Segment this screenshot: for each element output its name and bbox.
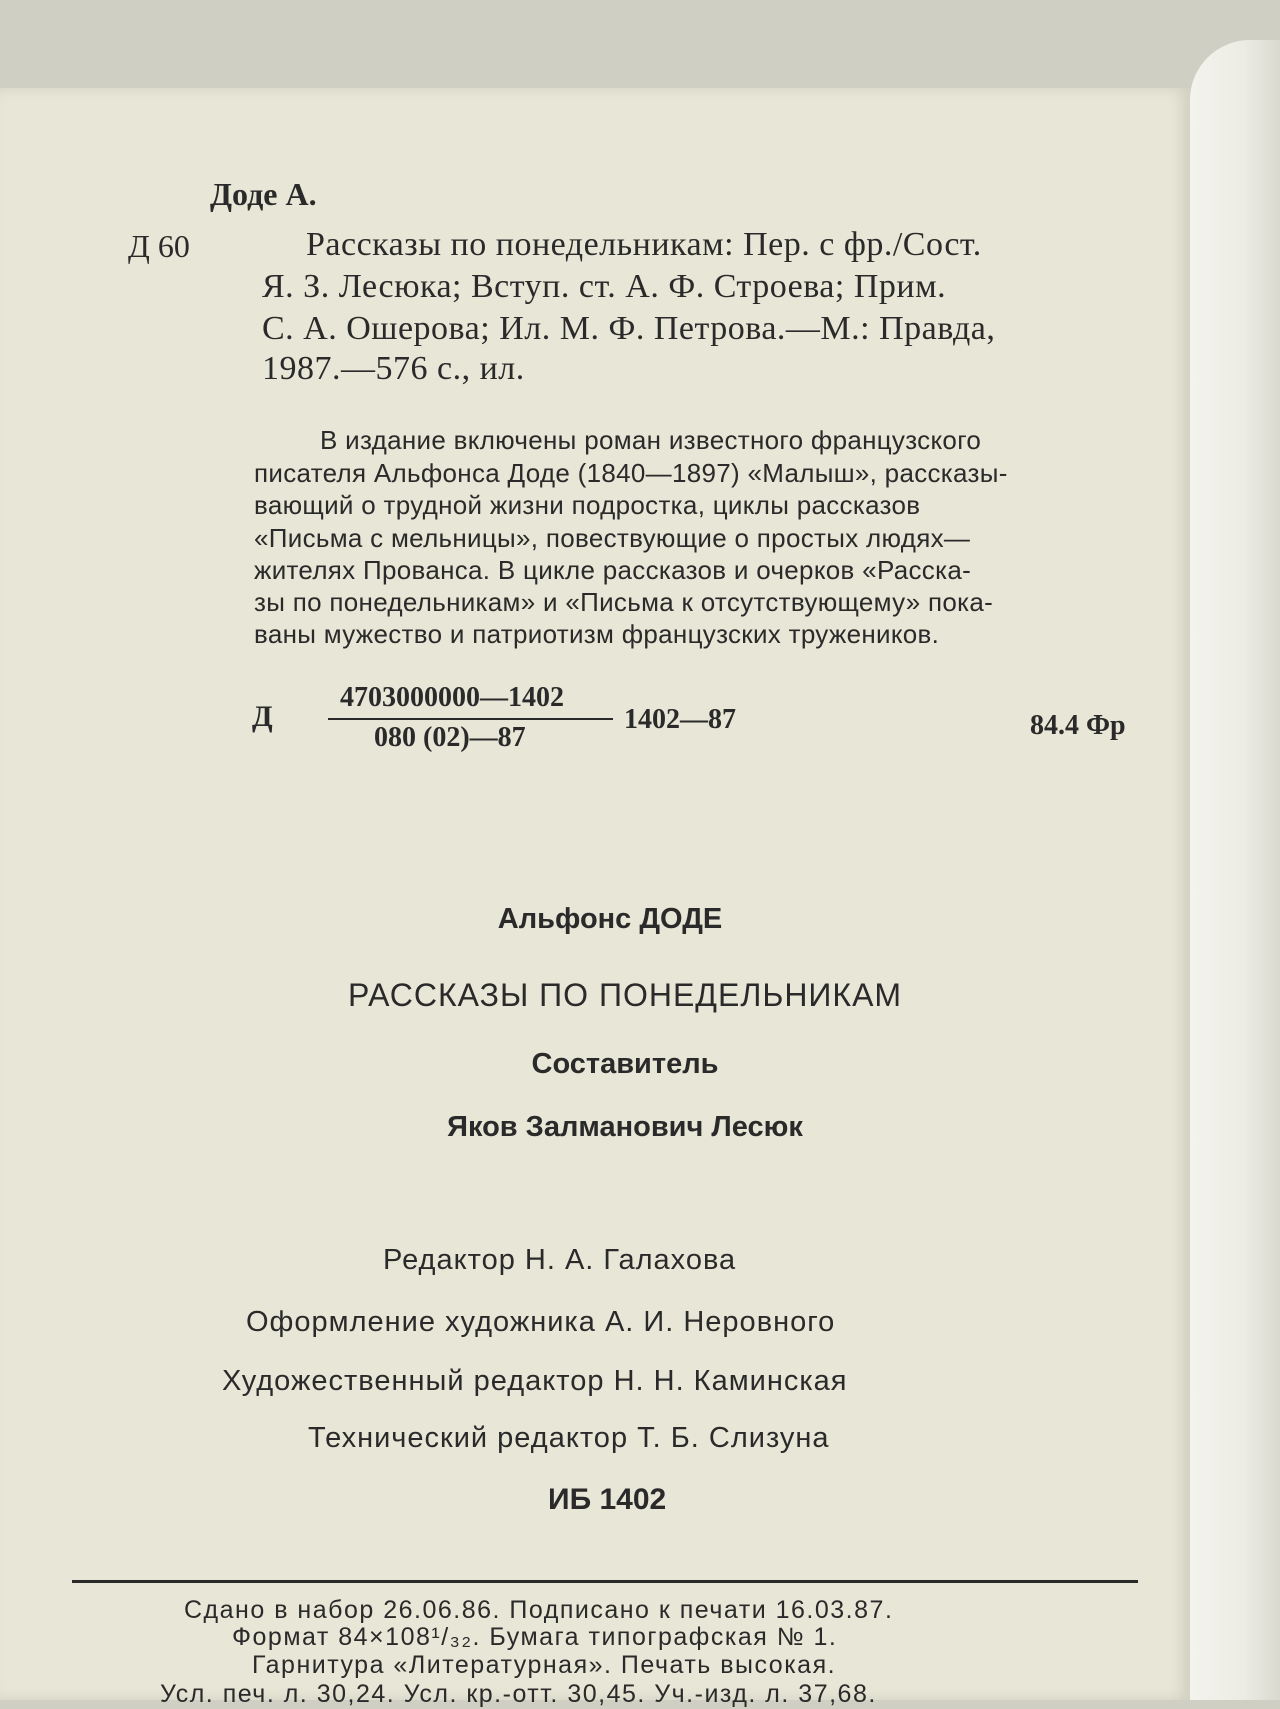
abstract-line: писателя Альфонса Доде (1840—1897) «Малыш», рассказы- (254, 458, 1008, 488)
book-title: РАССКАЗЫ ПО ПОНЕДЕЛЬНИКАМ (347, 977, 903, 1013)
fraction-bar (328, 718, 613, 720)
abstract-line: жителях Прованса. В цикле рассказов и очерков «Расска- (254, 555, 972, 585)
ib-number: ИБ 1402 (548, 1483, 667, 1516)
book-author: Альфонс ДОДЕ (497, 903, 723, 935)
catalog-author-heading: Доде А. (210, 176, 317, 212)
catalog-entry-line: Я. З. Лесюка; Вступ. ст. А. Ф. Строева; Прим. (262, 268, 947, 305)
catalog-entry-line: 1987.—576 с., ил. (262, 350, 525, 387)
index-numerator: 4703000000—1402 (340, 682, 564, 713)
abstract-line: В издание включены роман известного французского (320, 425, 982, 455)
imprint-line: Гарнитура «Литературная». Печать высокая. (252, 1651, 837, 1679)
abstract-line: зы по понедельникам» и «Письма к отсутствующему» пока- (254, 587, 994, 617)
bbk-code: 84.4 Фр (1030, 710, 1126, 741)
credit-line-tech-editor: Технический редактор Т. Б. Слизуна (308, 1422, 830, 1454)
credit-line-art-editor: Художественный редактор Н. Н. Каминская (222, 1365, 848, 1397)
abstract-line: ваны мужество и патриотизм французских тружеников. (254, 619, 940, 649)
divider-rule (72, 1580, 1138, 1583)
credit-line-editor: Редактор Н. А. Галахова (383, 1244, 737, 1276)
catalog-code: Д 60 (128, 228, 190, 264)
imprint-line: Формат 84×108¹/₃₂. Бумага типографская № 1. (232, 1623, 838, 1651)
abstract-line: «Письма с мельницы», повествующие о простых людях— (254, 523, 971, 553)
credit-line-design: Оформление художника А. И. Неровного (246, 1306, 836, 1338)
compiler-name: Яков Залманович Лесюк (447, 1111, 803, 1143)
index-suffix: 1402—87 (624, 704, 736, 735)
compiler-label: Составитель (531, 1048, 719, 1080)
catalog-entry-line: Рассказы по понедельникам: Пер. с фр./Сост. (306, 226, 982, 263)
abstract-line: вающий о трудной жизни подростка, циклы рассказов (254, 490, 921, 520)
facing-page-edge (1190, 40, 1280, 1700)
catalog-entry-line: С. А. Ошерова; Ил. М. Ф. Петрова.—М.: Правда, (262, 310, 996, 347)
imprint-line: Усл. печ. л. 30,24. Усл. кр.-отт. 30,45. Уч.-изд. л. 37,68. (160, 1680, 877, 1708)
imprint-line: Сдано в набор 26.06.86. Подписано к печати 16.03.87. (184, 1596, 894, 1624)
index-denominator: 080 (02)—87 (374, 722, 526, 753)
index-letter: Д (252, 700, 273, 733)
